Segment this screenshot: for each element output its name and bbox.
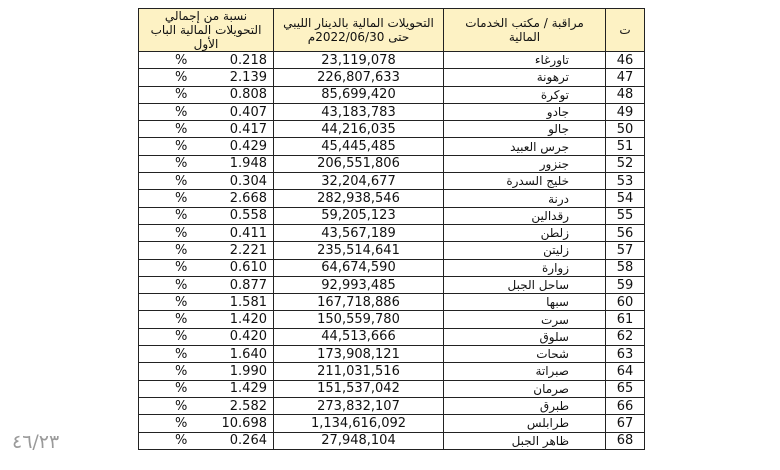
percentage-value: 1.948: [229, 156, 267, 172]
percentage-value: 0.429: [229, 139, 267, 155]
table-header: [139, 9, 645, 52]
percentage-wrap: [145, 87, 267, 102]
percentage-wrap: [145, 174, 267, 189]
percentage-cell: [139, 294, 274, 311]
office-cell: ساحل الجبل: [444, 276, 606, 293]
percent-sign: %: [175, 381, 188, 397]
amount-cell: 151,537,042: [274, 380, 444, 397]
percent-sign: %: [175, 312, 188, 328]
row-number-cell: 51: [606, 138, 645, 155]
office-cell: طبرق: [444, 397, 606, 414]
percentage-value: 0.420: [229, 329, 267, 345]
percent-sign: %: [175, 415, 188, 431]
percentage-value: 1.429: [229, 381, 267, 397]
office-cell: زلطن: [444, 224, 606, 241]
office-cell: خليج السدرة: [444, 173, 606, 190]
percentage-cell: [139, 397, 274, 414]
percent-sign: %: [175, 294, 188, 310]
percentage-wrap: [145, 347, 267, 362]
percentage-value: 10.698: [221, 415, 267, 431]
office-cell: سلوق: [444, 328, 606, 345]
percent-sign: %: [175, 156, 188, 172]
office-cell: درنة: [444, 190, 606, 207]
amount-cell: 85,699,420: [274, 86, 444, 103]
percentage-wrap: [145, 70, 267, 85]
percent-sign: %: [175, 433, 188, 449]
percentage-cell: [139, 52, 274, 69]
percentage-value: 0.808: [229, 87, 267, 103]
office-cell: رقدالين: [444, 207, 606, 224]
row-number-cell: 63: [606, 346, 645, 363]
header-amount-line1: التحويلات المالية بالدينار الليبي: [283, 16, 434, 30]
amount-cell: 23,119,078: [274, 52, 444, 69]
amount-cell: 59,205,123: [274, 207, 444, 224]
percentage-cell: [139, 311, 274, 328]
amount-cell: 45,445,485: [274, 138, 444, 155]
table-row: [139, 242, 645, 259]
percentage-wrap: [145, 399, 267, 414]
amount-cell: 235,514,641: [274, 242, 444, 259]
row-number-cell: 67: [606, 415, 645, 432]
percentage-cell: [139, 173, 274, 190]
row-number-cell: 46: [606, 52, 645, 69]
table-row: [139, 380, 645, 397]
row-number-cell: 49: [606, 103, 645, 120]
percentage-value: 1.990: [229, 363, 267, 379]
table-row: [139, 155, 645, 172]
percentage-wrap: [145, 295, 267, 310]
table-row: [139, 311, 645, 328]
percent-sign: %: [175, 242, 188, 258]
financial-transfers-table-container: [138, 8, 644, 450]
percentage-wrap: [145, 416, 267, 431]
table-row: [139, 259, 645, 276]
office-cell: صرمان: [444, 380, 606, 397]
table-row: [139, 138, 645, 155]
percent-sign: %: [175, 398, 188, 414]
office-cell: شحات: [444, 346, 606, 363]
row-number-cell: 62: [606, 328, 645, 345]
table-row: [139, 69, 645, 86]
percent-sign: %: [175, 87, 188, 103]
percentage-wrap: [145, 53, 267, 68]
percentage-value: 0.304: [229, 173, 267, 189]
percentage-cell: [139, 432, 274, 449]
row-number-cell: 47: [606, 69, 645, 86]
amount-cell: 64,674,590: [274, 259, 444, 276]
percentage-value: 0.610: [229, 260, 267, 276]
percentage-value: 2.221: [229, 242, 267, 258]
percentage-cell: [139, 155, 274, 172]
row-number-cell: 54: [606, 190, 645, 207]
row-number-cell: 68: [606, 432, 645, 449]
header-percentage-line1: نسبة من إجمالي: [164, 9, 248, 23]
percentage-value: 2.668: [229, 191, 267, 207]
table-row: [139, 363, 645, 380]
percentage-value: 0.218: [229, 52, 267, 68]
amount-cell: 1,134,616,092: [274, 415, 444, 432]
row-number-cell: 50: [606, 121, 645, 138]
header-amount-line2: حتى 2022/06/30م: [307, 30, 410, 44]
amount-cell: 206,551,806: [274, 155, 444, 172]
percentage-cell: [139, 276, 274, 293]
percentage-cell: [139, 207, 274, 224]
percentage-wrap: [145, 433, 267, 448]
percentage-value: 0.558: [229, 208, 267, 224]
percentage-wrap: [145, 156, 267, 171]
percentage-cell: [139, 121, 274, 138]
table-row: [139, 52, 645, 69]
percentage-wrap: [145, 278, 267, 293]
percent-sign: %: [175, 139, 188, 155]
percentage-wrap: [145, 364, 267, 379]
row-number-cell: 64: [606, 363, 645, 380]
amount-cell: 150,559,780: [274, 311, 444, 328]
percentage-value: 2.139: [229, 69, 267, 85]
amount-cell: 226,807,633: [274, 69, 444, 86]
table-row: [139, 346, 645, 363]
amount-cell: 282,938,546: [274, 190, 444, 207]
percentage-wrap: [145, 312, 267, 327]
table-row: [139, 207, 645, 224]
percentage-cell: [139, 380, 274, 397]
table-row: [139, 103, 645, 120]
office-cell: زليتن: [444, 242, 606, 259]
percent-sign: %: [175, 260, 188, 276]
table-row: [139, 190, 645, 207]
row-number-cell: 65: [606, 380, 645, 397]
row-number-cell: 61: [606, 311, 645, 328]
percentage-value: 0.407: [229, 104, 267, 120]
table-row: [139, 121, 645, 138]
percentage-wrap: [145, 122, 267, 137]
percentage-value: 2.582: [229, 398, 267, 414]
percent-sign: %: [175, 173, 188, 189]
percentage-wrap: [145, 208, 267, 223]
percentage-wrap: [145, 105, 267, 120]
table-row: [139, 86, 645, 103]
header-percentage: [139, 9, 274, 52]
financial-transfers-table: [138, 8, 645, 450]
row-number-cell: 60: [606, 294, 645, 311]
row-number-cell: 58: [606, 259, 645, 276]
page-number-marker: ٤٦/٢٣: [12, 431, 60, 453]
percentage-wrap: [145, 243, 267, 258]
office-cell: سبها: [444, 294, 606, 311]
table-row: [139, 328, 645, 345]
amount-cell: 27,948,104: [274, 432, 444, 449]
percentage-value: 1.581: [229, 294, 267, 310]
row-number-cell: 55: [606, 207, 645, 224]
percentage-wrap: [145, 139, 267, 154]
percent-sign: %: [175, 52, 188, 68]
amount-cell: 43,183,783: [274, 103, 444, 120]
percentage-cell: [139, 242, 274, 259]
office-cell: صبراتة: [444, 363, 606, 380]
table-row: [139, 415, 645, 432]
office-cell: توكرة: [444, 86, 606, 103]
row-number-cell: 57: [606, 242, 645, 259]
table-row: [139, 397, 645, 414]
table-row: [139, 224, 645, 241]
percentage-cell: [139, 259, 274, 276]
office-cell: زوارة: [444, 259, 606, 276]
amount-cell: 211,031,516: [274, 363, 444, 380]
percent-sign: %: [175, 104, 188, 120]
percentage-value: 0.411: [229, 225, 267, 241]
amount-cell: 173,908,121: [274, 346, 444, 363]
header-amount: [274, 9, 444, 52]
percent-sign: %: [175, 225, 188, 241]
table-row: [139, 294, 645, 311]
amount-cell: 32,204,677: [274, 173, 444, 190]
office-cell: ظاهر الجبل: [444, 432, 606, 449]
row-number-cell: 53: [606, 173, 645, 190]
percentage-cell: [139, 328, 274, 345]
percentage-cell: [139, 103, 274, 120]
table-body: [139, 52, 645, 450]
percentage-wrap: [145, 226, 267, 241]
amount-cell: 273,832,107: [274, 397, 444, 414]
row-number-cell: 56: [606, 224, 645, 241]
amount-cell: 92,993,485: [274, 276, 444, 293]
percentage-value: 1.640: [229, 346, 267, 362]
percent-sign: %: [175, 208, 188, 224]
office-cell: جالو: [444, 121, 606, 138]
percent-sign: %: [175, 346, 188, 362]
percentage-cell: [139, 346, 274, 363]
row-number-cell: 66: [606, 397, 645, 414]
percentage-cell: [139, 415, 274, 432]
percentage-value: 0.877: [229, 277, 267, 293]
row-number-cell: 52: [606, 155, 645, 172]
percentage-cell: [139, 224, 274, 241]
header-office: مراقبة / مكتب الخدمات المالية: [444, 9, 606, 52]
percentage-cell: [139, 69, 274, 86]
office-cell: جنزور: [444, 155, 606, 172]
percentage-cell: [139, 138, 274, 155]
amount-cell: 44,216,035: [274, 121, 444, 138]
amount-cell: 44,513,666: [274, 328, 444, 345]
header-row: [139, 9, 645, 52]
office-cell: جادو: [444, 103, 606, 120]
office-cell: سرت: [444, 311, 606, 328]
percent-sign: %: [175, 121, 188, 137]
table-row: [139, 173, 645, 190]
percentage-wrap: [145, 381, 267, 396]
row-number-cell: 48: [606, 86, 645, 103]
row-number-cell: 59: [606, 276, 645, 293]
header-percentage-line2: التحويلات المالية الباب الأول: [150, 23, 262, 51]
percentage-wrap: [145, 329, 267, 344]
table-row: [139, 276, 645, 293]
percentage-value: 1.420: [229, 312, 267, 328]
amount-cell: 167,718,886: [274, 294, 444, 311]
amount-cell: 43,567,189: [274, 224, 444, 241]
office-cell: جرس العبيد: [444, 138, 606, 155]
percentage-cell: [139, 363, 274, 380]
percentage-cell: [139, 190, 274, 207]
table-row: [139, 432, 645, 449]
header-number: ت: [606, 9, 645, 52]
percent-sign: %: [175, 191, 188, 207]
percentage-wrap: [145, 191, 267, 206]
percent-sign: %: [175, 69, 188, 85]
office-cell: طرابلس: [444, 415, 606, 432]
office-cell: تاورغاء: [444, 52, 606, 69]
percentage-value: 0.264: [229, 433, 267, 449]
percent-sign: %: [175, 277, 188, 293]
percentage-value: 0.417: [229, 121, 267, 137]
office-cell: ترهونة: [444, 69, 606, 86]
percentage-cell: [139, 86, 274, 103]
percent-sign: %: [175, 363, 188, 379]
percentage-wrap: [145, 260, 267, 275]
percent-sign: %: [175, 329, 188, 345]
